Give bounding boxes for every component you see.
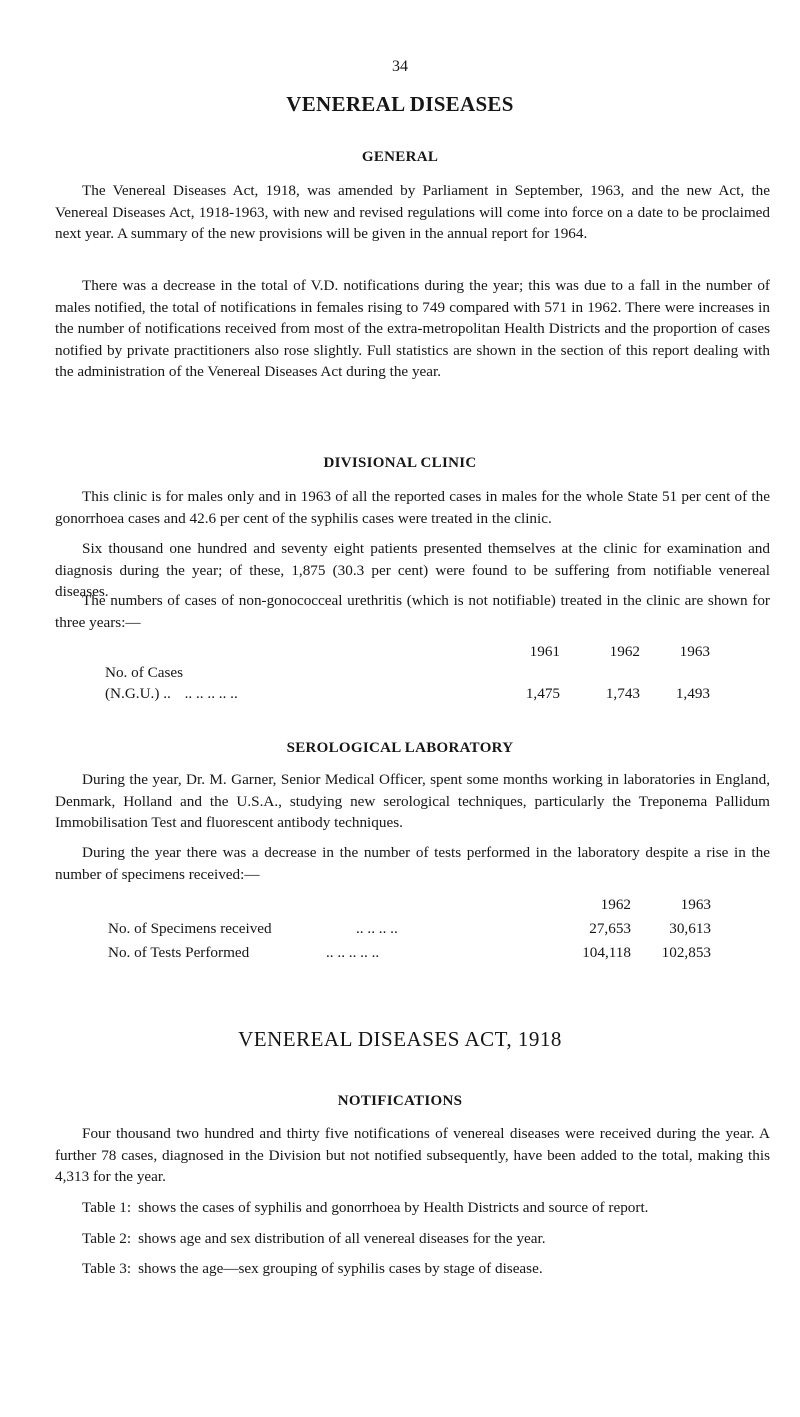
table-2-label: Table 2: bbox=[82, 1229, 132, 1247]
clinic-paragraph-1: This clinic is for males only and in 1963 of all the reported cases in males for the whole State 51 per cent of the gonorrhoea cases and 42.6 per cent of the syphilis cases were treated in the clinic. bbox=[55, 488, 770, 527]
clinic-paragraph-3: The numbers of cases of non-gonococceal urethritis (which is not notifiable) treated in the clinic are shown for three years:— bbox=[55, 592, 770, 631]
ngu-year-1962: 1962 bbox=[609, 643, 640, 660]
act-heading: VENEREAL DISEASES ACT, 1918 bbox=[238, 1027, 562, 1051]
table-1-label: Table 1: bbox=[82, 1199, 132, 1216]
tables-list-item bbox=[82, 1197, 772, 1219]
specimens-value-1962: 27,653 bbox=[589, 920, 631, 937]
ngu-year-1961: 1961 bbox=[529, 643, 560, 660]
page-title: VENEREAL DISEASES bbox=[286, 92, 514, 116]
notifications-paragraph: Four thousand two hundred and thirty five notifications of venereal diseases were received during the year. A further 78 cases, diagnosed in the Division but not notified subsequently, have been added to the total, making this 4,313 for the year. bbox=[55, 1125, 770, 1185]
ngu-row-label-line1: No. of Cases bbox=[105, 664, 184, 681]
tests-row bbox=[108, 941, 711, 965]
specimens-year-1962: 1962 bbox=[600, 896, 631, 913]
ngu-row-label-line2: (N.G.U.) .. .. .. .. .. .. bbox=[105, 685, 238, 702]
table-2-text: shows age and sex distribution of all venereal diseases for the year. bbox=[138, 1229, 546, 1247]
ngu-value-1963: 1,493 bbox=[675, 685, 710, 702]
specimens-row-label: No. of Specimens received bbox=[108, 920, 272, 937]
specimens-year-1963: 1963 bbox=[680, 896, 711, 913]
clinic-paragraph-2: Six thousand one hundred and seventy eight patients presented themselves at the clinic for examination and diagnosis during the year; of these, 1,875 (30.3 per cent) were found to be suffering from notifiable venereal diseases. bbox=[55, 540, 770, 600]
specimens-row-leader: .. .. .. .. bbox=[356, 920, 398, 937]
specimens-value-1963: 30,613 bbox=[669, 920, 711, 937]
specimens-table bbox=[108, 893, 711, 965]
serology-paragraph-2: During the year there was a decrease in the number of tests performed in the laboratory despite a rise in the number of specimens received:— bbox=[55, 844, 770, 883]
tests-value-1962: 104,118 bbox=[582, 944, 631, 961]
ngu-table bbox=[105, 641, 710, 705]
tests-row-label: No. of Tests Performed bbox=[108, 944, 250, 961]
table-1-text: shows the cases of syphilis and gonorrhoea by Health Districts and source of report. bbox=[138, 1199, 649, 1216]
page-number: 34 bbox=[392, 58, 408, 75]
table-3-label: Table 3: bbox=[82, 1260, 132, 1277]
tests-value-1963: 102,853 bbox=[661, 944, 711, 961]
serology-paragraph-1: During the year, Dr. M. Garner, Senior Medical Officer, spent some months working in laboratories in England, Denmark, Holland and the U.S.A., studying new serological techniques, particularly the Treponema Pallidum Immobilisation Test and fluorescent antibody techniques. bbox=[55, 771, 770, 831]
general-paragraph-1: The Venereal Diseases Act, 1918, was amended by Parliament in September, 1963, and the new Act, the Venereal Diseases Act, 1918-1963, with new and revised regulations will come into force on a date to be proclaimed next year. A summary of the new provisions will be given in the annual report for 1964. bbox=[55, 182, 770, 242]
serology-heading: SEROLOGICAL LABORATORY bbox=[286, 740, 514, 756]
general-heading: GENERAL bbox=[361, 149, 439, 165]
ngu-row-leader: .. .. .. .. .. bbox=[184, 685, 238, 702]
ngu-value-1962: 1,743 bbox=[605, 685, 640, 702]
general-paragraph-2: There was a decrease in the total of V.D. notifications during the year; this was due to a fall in the number of males notified, the total of notifications in females rising to 749 compared with 571 in 1962. There were increases in the number of notifications received from most of the extra-metropolitan Health Districts and the proportion of cases notified by private practitioners also rose slightly. Full statistics are shown in the section of this report dealing with the administration of the Venereal Diseases Act during the year. bbox=[55, 277, 770, 380]
clinic-heading: DIVISIONAL CLINIC bbox=[323, 455, 477, 471]
ngu-value-1961: 1,475 bbox=[525, 685, 560, 702]
tests-row-leader: .. .. .. .. .. bbox=[326, 944, 380, 961]
specimens-row bbox=[108, 917, 711, 941]
table-3-text: shows the age—sex grouping of syphilis cases by stage of disease. bbox=[138, 1260, 543, 1277]
tables-list-item bbox=[82, 1228, 772, 1250]
tables-list bbox=[82, 1197, 772, 1289]
ngu-year-1963: 1963 bbox=[679, 643, 710, 660]
tables-list-item bbox=[82, 1258, 772, 1280]
notifications-heading: NOTIFICATIONS bbox=[337, 1093, 463, 1109]
